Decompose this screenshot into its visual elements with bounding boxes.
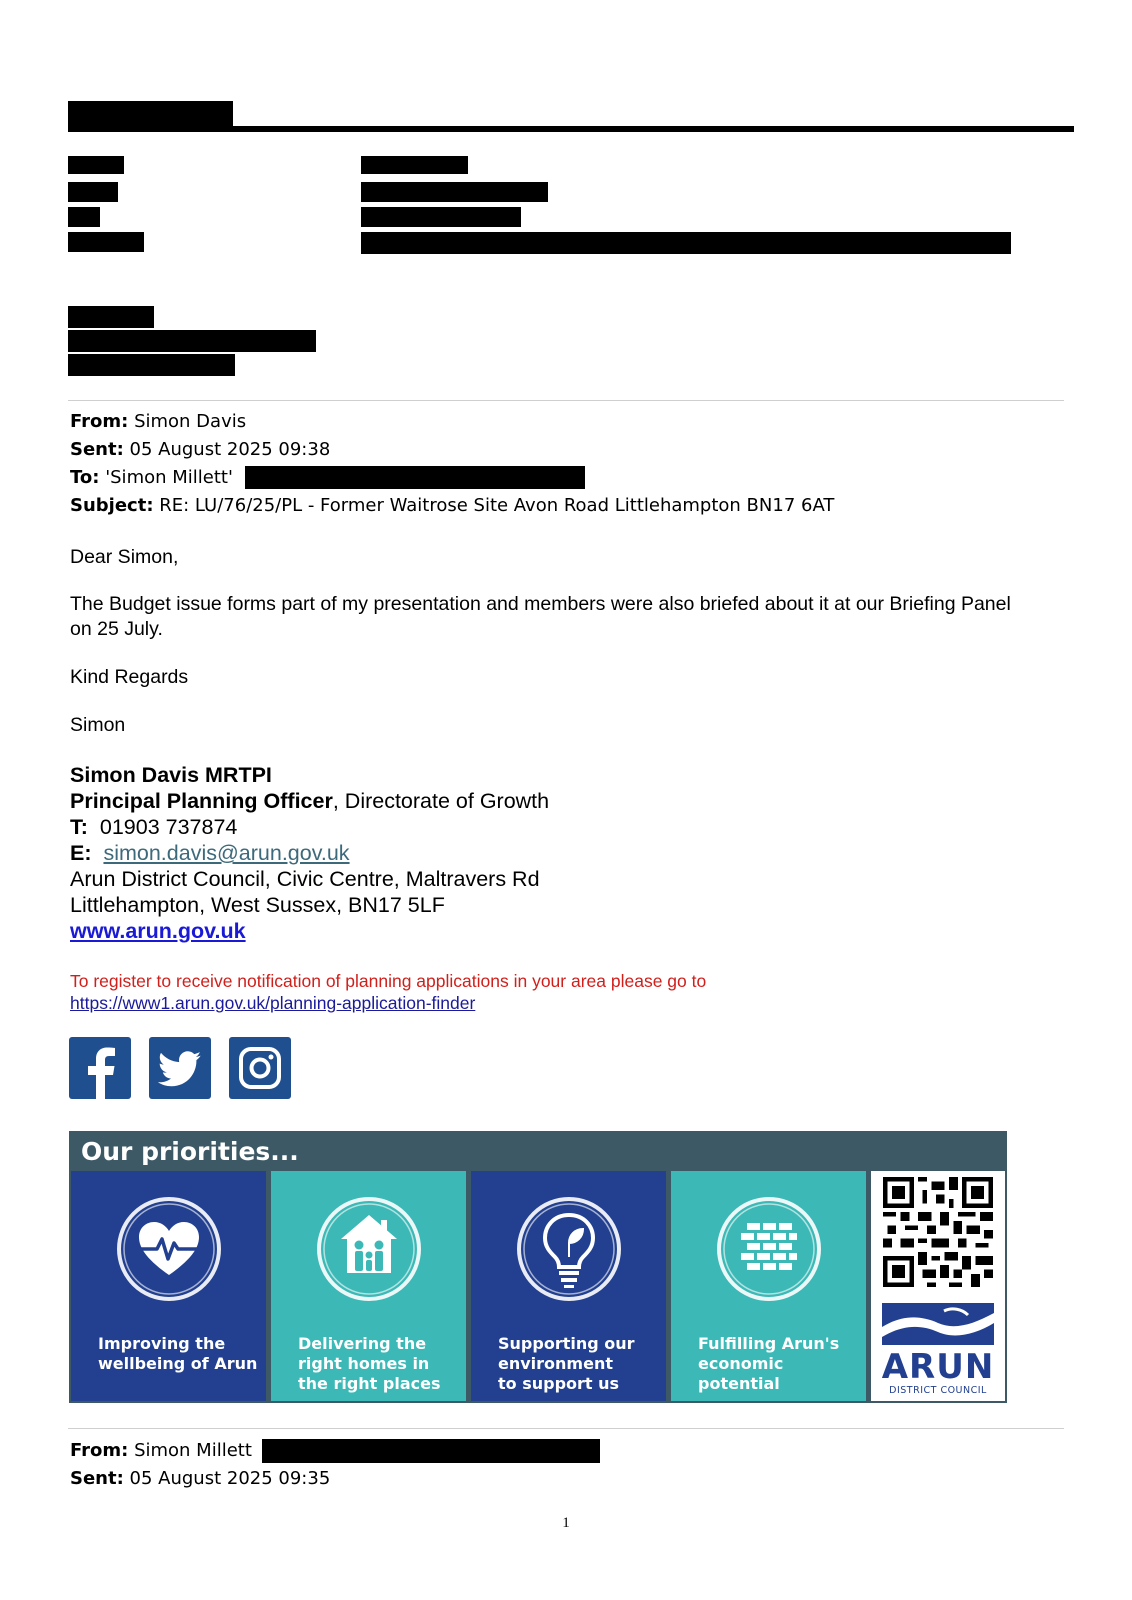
redacted-label [68,232,144,252]
sent-label: Sent: [70,1468,124,1489]
sent-value: 05 August 2025 09:35 [129,1468,331,1489]
twitter-icon[interactable] [149,1037,211,1099]
phone-number: 01903 737874 [99,815,238,839]
panel-label: Supporting our environment to support us [498,1334,635,1393]
previous-email-sent [70,1465,330,1492]
priority-panel-economy [671,1171,866,1401]
to-label: To: [70,467,100,488]
sent-label: Sent: [70,439,124,460]
priority-panel-environment [471,1171,666,1401]
divider [68,400,1064,401]
address-line-2: Littlehampton, West Sussex, BN17 5LF [70,893,445,917]
priorities-banner [69,1131,1007,1403]
email-link[interactable]: simon.davis@arun.gov.uk [103,841,350,865]
redacted-label [68,156,124,174]
from-value: Simon Davis [134,411,247,432]
email-subject [70,492,834,519]
to-value: 'Simon Millett' [105,467,233,488]
redacted-label [68,207,100,227]
signature-title [70,788,549,814]
divider [68,1428,1064,1429]
sender-first-name: Simon [70,714,126,736]
planning-finder-url[interactable]: https://www1.arun.gov.uk/planning-application-finder [70,993,476,1013]
facebook-icon[interactable] [69,1037,131,1099]
signature-email [70,840,350,866]
priority-panel-homes [271,1171,466,1401]
planning-finder-link [70,992,475,1014]
signature-name: Simon Davis MRTPI [70,763,272,787]
redacted-label [68,182,118,202]
redacted-value [361,232,1011,254]
panel-label: Delivering the right homes in the right places [298,1334,441,1393]
redacted-block [68,306,154,328]
page-number: 1 [562,1515,570,1531]
greeting: Dear Simon, [70,546,179,568]
from-label: From: [70,411,129,432]
heart-pulse-icon [113,1193,225,1305]
arun-logo-text: ARUN [881,1347,995,1387]
email-label: E: [70,841,92,865]
header-rule [68,126,1074,132]
brick-wall-icon [713,1193,825,1305]
address-line-1: Arun District Council, Civic Centre, Maltravers Rd [70,867,540,891]
email-sent [70,436,330,463]
directorate: , Directorate of Growth [332,789,550,813]
phone-label: T: [70,815,88,839]
website-url[interactable]: www.arun.gov.uk [70,919,246,943]
qr-logo-panel [871,1171,1005,1401]
website-link [70,918,246,944]
email-to [70,464,233,491]
redacted-value [361,207,521,227]
redacted-block [68,354,235,376]
notification-notice: To register to receive notification of planning applications in your area please go to [70,971,707,991]
subject-value: RE: LU/76/25/PL - Former Waitrose Site Avon Road Littlehampton BN17 6AT [159,495,835,516]
instagram-icon[interactable] [229,1037,291,1099]
job-title: Principal Planning Officer [70,789,333,813]
panel-label: Improving the wellbeing of Arun [98,1334,258,1373]
signature-phone [70,814,237,840]
panel-label: Fulfilling Arun's economic potential [698,1334,840,1393]
subject-label: Subject: [70,495,154,516]
redacted-email-address [262,1439,600,1463]
redacted-email-address [245,466,585,489]
body-paragraph: The Budget issue forms part of my presentation and members were also briefed about it at our Briefing Panel on 25 July. [70,593,1011,640]
priority-panel-wellbeing [71,1171,266,1401]
redacted-value [361,182,548,202]
closing: Kind Regards [70,666,189,688]
from-label: From: [70,1440,129,1461]
from-value: Simon Millett [134,1440,252,1461]
redacted-value [361,156,468,174]
email-from [70,408,246,435]
redacted-block [68,330,316,352]
banner-title: Our priorities... [81,1137,299,1166]
qr-code-icon[interactable] [883,1177,993,1287]
lightbulb-leaf-icon [513,1193,625,1305]
arun-logo-subtext: DISTRICT COUNCIL [889,1385,987,1396]
redacted-title [68,101,233,127]
house-family-icon [313,1193,425,1305]
arun-logo-wave-icon [882,1303,994,1345]
previous-email-from [70,1437,252,1464]
sent-value: 05 August 2025 09:38 [129,439,331,460]
